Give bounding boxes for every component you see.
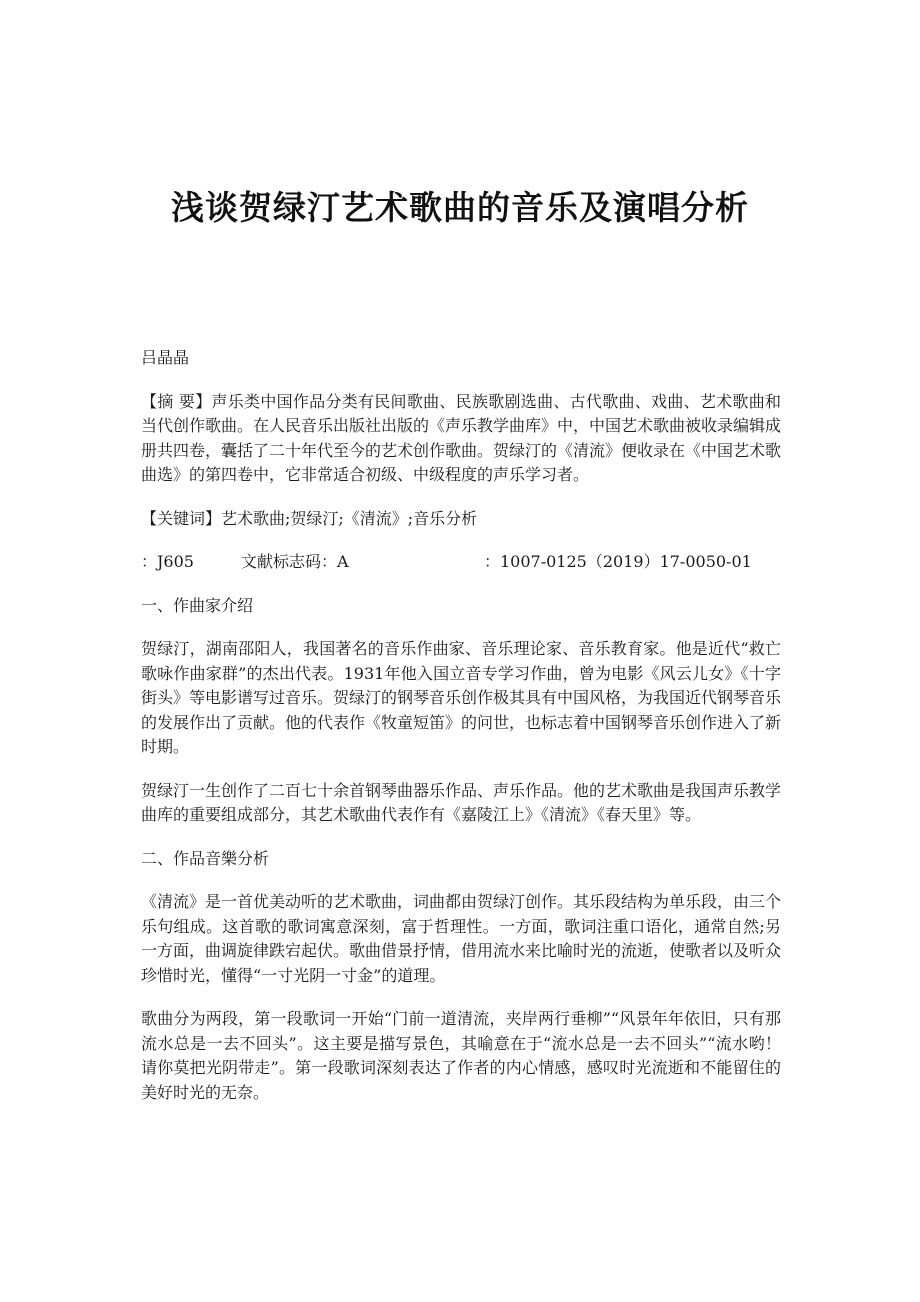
keywords: 【关键词】艺术歌曲;贺绿汀;《清流》;音乐分析	[141, 508, 478, 528]
clc-number: ：J605	[141, 552, 194, 571]
author-name: 吕晶晶	[141, 348, 190, 367]
section-paragraph: 贺绿汀，湖南邵阳人，我国著名的音乐作曲家、音乐理论家、音乐教育家。他是近代“救亡歌咏作曲家群”的杰出代表。1931年他入国立音专学习作曲，曾为电影《风云儿女》《十字街头》等电影谱写过音乐。贺绿汀的钢琴音乐创作极其具有中国风格，为我国近代钢琴音乐的发展作出了贡献。他的代表作《牧童短笛》的问世，也标志着中国钢琴音乐创作进入了新时期。	[141, 639, 782, 756]
section-heading: 二、作品音樂分析	[141, 848, 270, 868]
classification-line	[141, 550, 781, 575]
document-body	[141, 346, 781, 1124]
abstract: 【摘 要】声乐类中国作品分类有民间歌曲、民族歌剧选曲、古代歌曲、戏曲、艺术歌曲和当代创作歌曲。在人民音乐出版社出版的《声乐教学曲库》中，中国艺术歌曲被收录编辑成册共四卷，囊括了二十年代至今的艺术创作歌曲。贺绿汀的《清流》便收录在《中国艺术歌曲选》的第四卷中，它非常适合初级、中级程度的声乐学习者。	[141, 391, 782, 484]
section-paragraph: 歌曲分为两段，第一段歌词一开始“门前一道清流，夹岸两行垂柳”“风景年年依旧，只有那流水总是一去不回头”。这主要是描写景色，其喻意在于“流水总是一去不回头”“流水哟！请你莫把光阴带走”。第一段歌词深刻表达了作者的内心情感，感叹时光流逝和不能留住的美好时光的无奈。	[141, 1009, 781, 1102]
section-paragraph: 《清流》是一首优美动听的艺术歌曲，词曲都由贺绿汀创作。其乐段结构为单乐段，由三个乐句组成。这首歌的歌词寓意深刻，富于哲理性。一方面，歌词注重口语化，通常自然;另一方面，曲调旋律跌宕起伏。歌曲借景抒情，借用流水来比喻时光的流逝，使歌者以及听众珍惜时光，懂得“一寸光阴一寸金”的道理。	[141, 892, 782, 985]
section-heading: 一、作曲家介绍	[141, 595, 254, 615]
section-paragraph: 贺绿汀一生创作了二百七十余首钢琴曲器乐作品、声乐作品。他的艺术歌曲是我国声乐教学曲库的重要组成部分，其艺术歌曲代表作有《嘉陵江上》《清流》《春天里》等。	[141, 780, 782, 824]
issn-number: ：1007-0125（2019）17-0050-01	[484, 552, 752, 571]
document-code: 文献标志码：A	[241, 552, 349, 571]
document-title: 浅谈贺绿汀艺术歌曲的音乐及演唱分析	[171, 188, 749, 227]
